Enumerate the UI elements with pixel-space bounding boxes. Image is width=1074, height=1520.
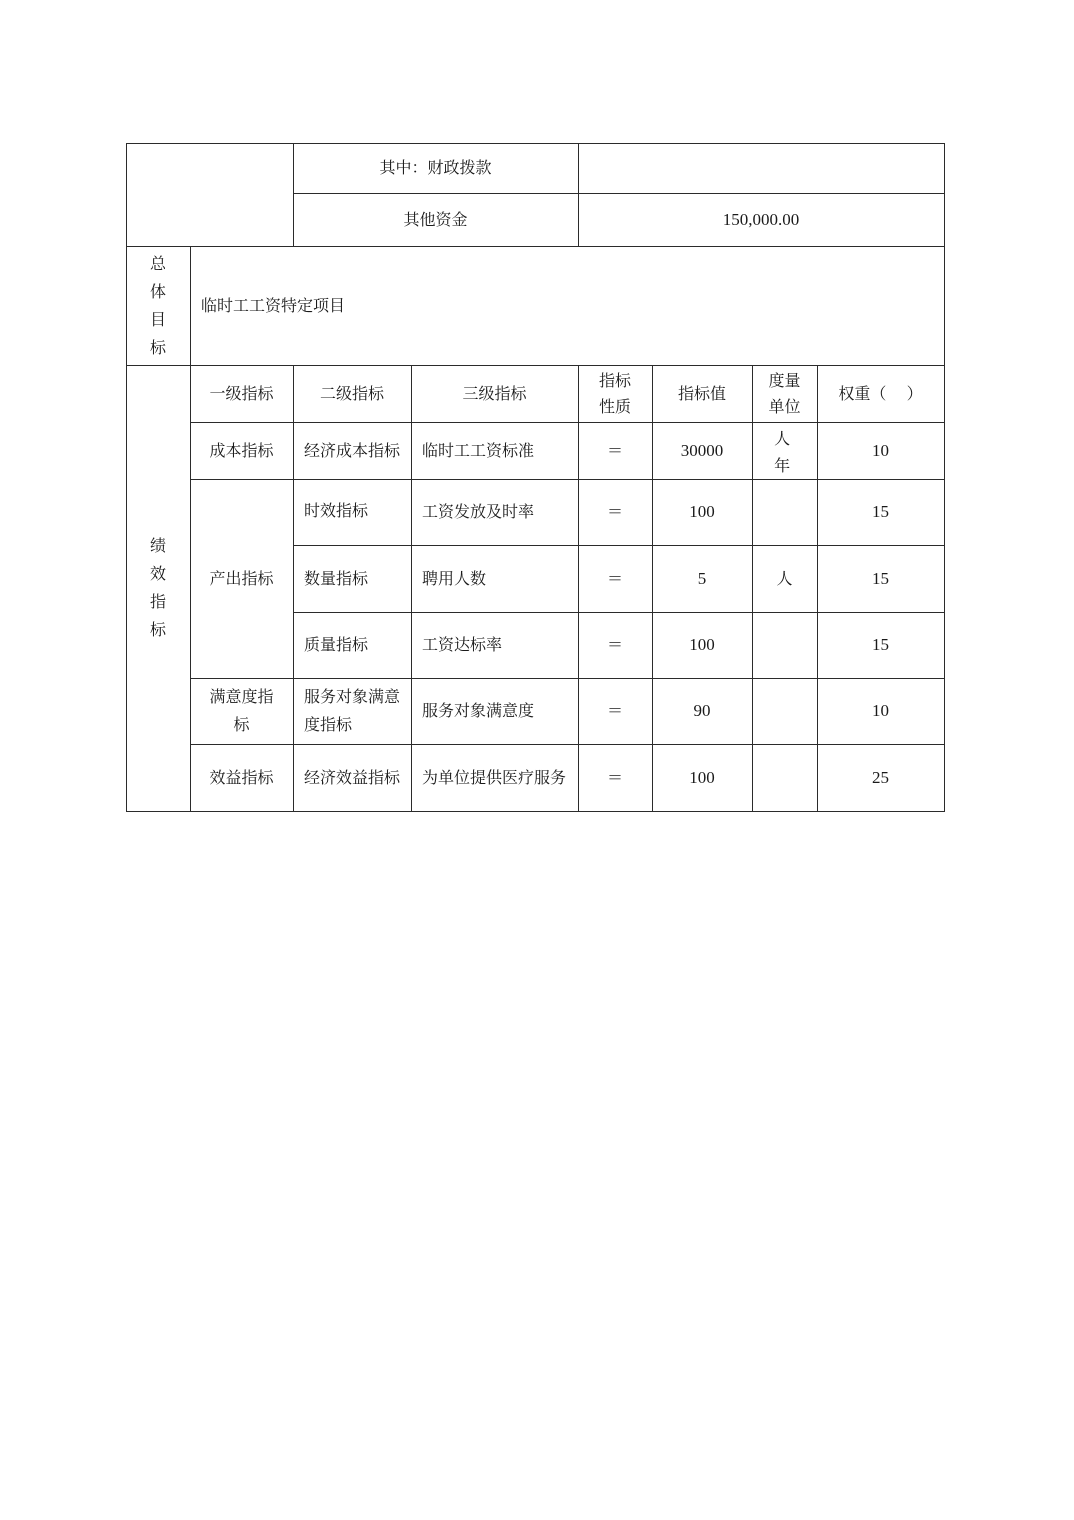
row-level2: 质量指标 bbox=[304, 635, 369, 654]
row-value: 30000 bbox=[680, 440, 724, 460]
row-weight: 15 bbox=[872, 568, 889, 588]
grid-line bbox=[126, 811, 945, 812]
row-nature: ＝ bbox=[606, 502, 623, 521]
row-unit bbox=[752, 479, 817, 545]
other-funding-label: 其他资金 bbox=[403, 209, 468, 229]
header-level2: 二级指标 bbox=[319, 383, 384, 403]
group-satisfaction: 满意度指标 bbox=[209, 687, 274, 734]
row-nature: ＝ bbox=[606, 701, 623, 720]
fiscal-funding-label: 其中：财政拨款 bbox=[379, 158, 492, 177]
row-nature: ＝ bbox=[606, 568, 623, 588]
row-level3: 工资达标率 bbox=[422, 635, 503, 654]
row-level3: 聘用人数 bbox=[422, 568, 487, 588]
fiscal-funding-value bbox=[578, 143, 944, 193]
row-unit bbox=[752, 612, 817, 678]
row-unit: 人年 bbox=[774, 429, 791, 475]
other-funding-value: 150,000.00 bbox=[722, 209, 800, 229]
header-unit: 度量单位 bbox=[768, 370, 801, 416]
header-value: 指标值 bbox=[677, 383, 726, 403]
row-value: 100 bbox=[689, 502, 715, 521]
row-weight: 25 bbox=[872, 767, 889, 787]
group-output: 产出指标 bbox=[209, 568, 274, 588]
row-value: 100 bbox=[689, 767, 715, 787]
row-weight: 15 bbox=[872, 635, 889, 654]
row-level2: 服务对象满意度指标 bbox=[304, 687, 401, 734]
header-weight: 权重（ ） bbox=[838, 383, 923, 403]
row-level2: 时效指标 bbox=[304, 501, 369, 520]
row-nature: ＝ bbox=[606, 767, 623, 787]
overall-goal-label: 总体目标 bbox=[150, 253, 167, 357]
overall-goal-text: 临时工工资特定项目 bbox=[201, 295, 346, 315]
row-unit: 人 bbox=[776, 568, 793, 588]
performance-indicators-label: 绩效指标 bbox=[150, 536, 167, 639]
row-nature: ＝ bbox=[606, 440, 623, 460]
header-nature: 指标性质 bbox=[599, 370, 632, 416]
header-level1: 一级指标 bbox=[209, 383, 274, 403]
group-benefit: 效益指标 bbox=[209, 767, 274, 787]
row-level3: 服务对象满意度 bbox=[422, 701, 535, 720]
row-level2: 经济效益指标 bbox=[304, 767, 401, 787]
group-cost: 成本指标 bbox=[209, 440, 274, 460]
row-level3: 工资发放及时率 bbox=[422, 502, 535, 521]
row-weight: 10 bbox=[872, 440, 889, 460]
row-level2: 数量指标 bbox=[304, 568, 369, 588]
header-level3: 三级指标 bbox=[462, 383, 527, 403]
grid-line bbox=[944, 143, 945, 812]
row-weight: 10 bbox=[872, 701, 889, 720]
row-unit bbox=[752, 744, 817, 811]
row-nature: ＝ bbox=[606, 635, 623, 654]
row-level3: 临时工工资标准 bbox=[422, 440, 535, 460]
row-unit bbox=[752, 678, 817, 744]
row-level3: 为单位提供医疗服务 bbox=[422, 767, 567, 787]
row-value: 100 bbox=[689, 635, 715, 654]
row-level2: 经济成本指标 bbox=[304, 440, 401, 460]
row-value: 5 bbox=[697, 568, 707, 588]
row-weight: 15 bbox=[872, 502, 889, 521]
row-value: 90 bbox=[693, 701, 711, 720]
